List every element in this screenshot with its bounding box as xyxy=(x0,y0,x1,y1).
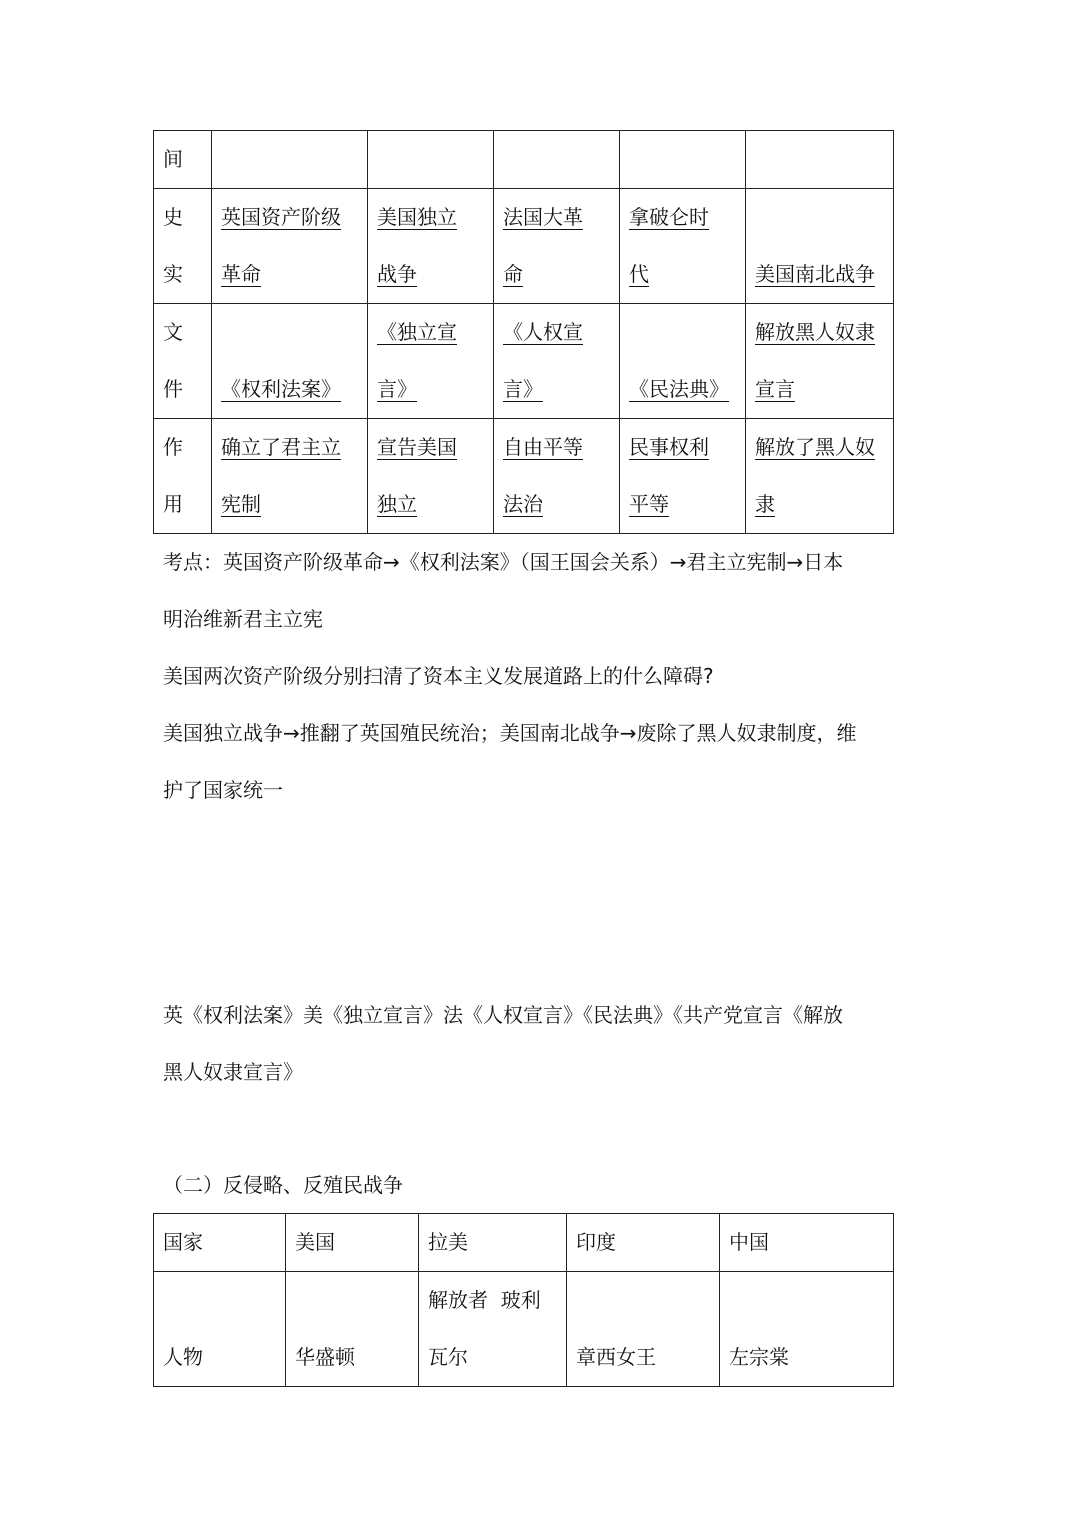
table-cell xyxy=(212,131,368,189)
text-line: 英《权利法案》美《独立宣言》法《人权宣言》《民法典》《共产党宣言《解放 xyxy=(163,1003,843,1027)
header-cell: 国家 xyxy=(154,1214,286,1272)
question-paragraph xyxy=(163,648,923,705)
table-cell: 《人权宣 言》 xyxy=(494,304,620,419)
table-header-row xyxy=(154,1214,894,1272)
table-cell: 美国独立 战争 xyxy=(368,189,494,304)
header-cell: 中国 xyxy=(720,1214,894,1272)
table-cell: 拿破仑时 代 xyxy=(620,189,746,304)
table-row xyxy=(154,419,894,534)
text-line: 美国独立战争→推翻了英国殖民统治；美国南北战争→废除了黑人奴隶制度，维 xyxy=(163,721,857,745)
text-line: 黑人奴隶宣言》 xyxy=(163,1060,303,1084)
row-label: 作 用 xyxy=(154,419,212,534)
table-cell: 英国资产阶级 革命 xyxy=(212,189,368,304)
table-cell: 《权利法案》 xyxy=(212,304,368,419)
header-cell: 拉美 xyxy=(419,1214,567,1272)
table-cell xyxy=(620,131,746,189)
table-row xyxy=(154,131,894,189)
section-heading: （二）反侵略、反殖民战争 xyxy=(163,1173,403,1197)
row-label: 文 件 xyxy=(154,304,212,419)
table-cell: 民事权利 平等 xyxy=(620,419,746,534)
table-row xyxy=(154,1272,894,1387)
table-cell xyxy=(746,131,894,189)
table-cell: 《民法典》 xyxy=(620,304,746,419)
table-cell: 解放者 玻利 瓦尔 xyxy=(419,1272,567,1387)
table-cell: 法国大革 命 xyxy=(494,189,620,304)
table-cell: 自由平等 法治 xyxy=(494,419,620,534)
table-row xyxy=(154,304,894,419)
text-line: 考点：英国资产阶级革命→《权利法案》（国王国会关系）→君主立宪制→日本 xyxy=(163,550,844,574)
exam-point-paragraph xyxy=(163,534,923,648)
table-cell: 左宗棠 xyxy=(720,1272,894,1387)
anti-colonial-table xyxy=(153,1213,894,1387)
table-cell: 解放黑人奴隶 宣言 xyxy=(746,304,894,419)
documents-paragraph xyxy=(163,987,923,1101)
table-cell: 《独立宣 言》 xyxy=(368,304,494,419)
table-cell xyxy=(368,131,494,189)
revolutions-table xyxy=(153,130,894,534)
header-cell: 美国 xyxy=(286,1214,419,1272)
table-cell: 确立了君主立 宪制 xyxy=(212,419,368,534)
table-row xyxy=(154,189,894,304)
header-cell: 印度 xyxy=(567,1214,720,1272)
table-cell: 解放了黑人奴 隶 xyxy=(746,419,894,534)
table-cell: 章西女王 xyxy=(567,1272,720,1387)
table-cell: 美国南北战争 xyxy=(746,189,894,304)
table-cell xyxy=(494,131,620,189)
text-line: 护了国家统一 xyxy=(163,778,283,802)
table-cell: 宣告美国 独立 xyxy=(368,419,494,534)
row-label: 人物 xyxy=(154,1272,286,1387)
row-label: 史 实 xyxy=(154,189,212,304)
answer-paragraph xyxy=(163,705,923,819)
row-label: 间 xyxy=(154,131,212,189)
text-line: 美国两次资产阶级分别扫清了资本主义发展道路上的什么障碍? xyxy=(163,664,714,688)
table-cell: 华盛顿 xyxy=(286,1272,419,1387)
text-line: 明治维新君主立宪 xyxy=(163,607,323,631)
